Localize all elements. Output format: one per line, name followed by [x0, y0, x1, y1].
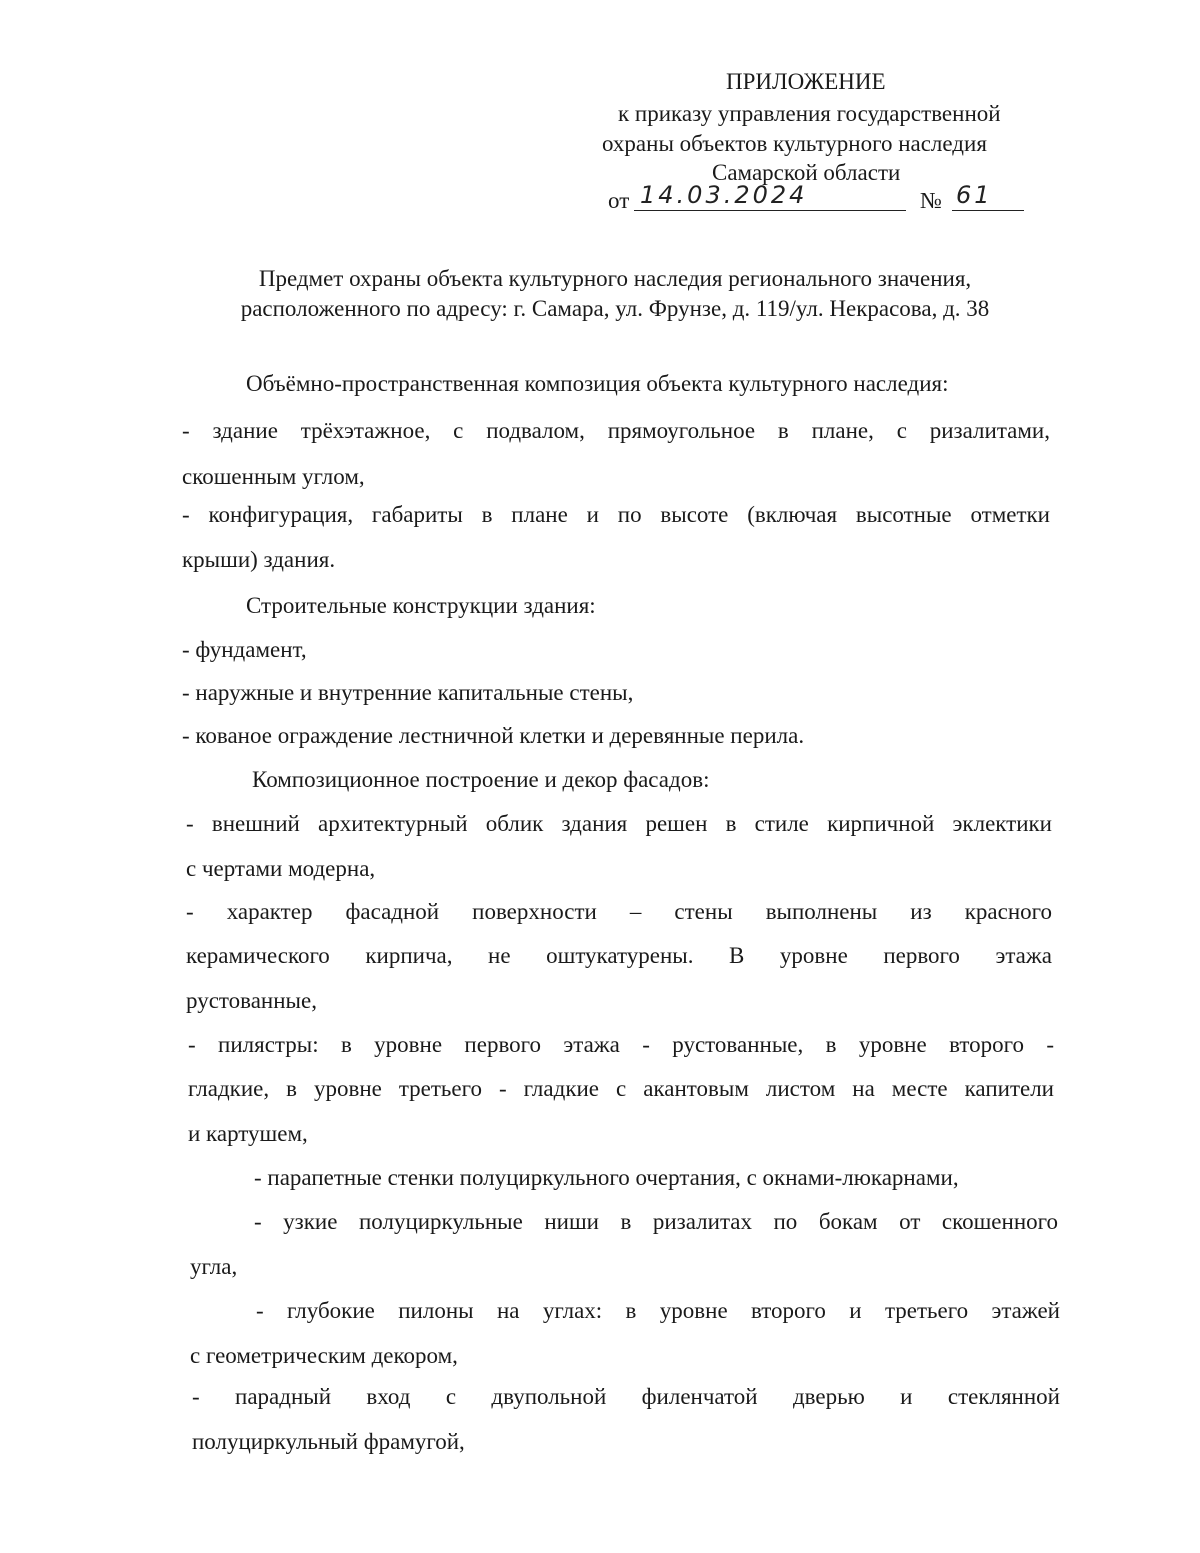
body-line: - здание трёхэтажное, с подвалом, прямоугольное в плане, с ризалитами, [182, 418, 1050, 443]
section-heading-composition: Объёмно-пространственная композиция объекта культурного наследия: [246, 371, 949, 396]
section-heading-facades: Композиционное построение и декор фасадов: [252, 767, 710, 792]
header-line-3: Самарской области [712, 160, 901, 185]
number-prefix: № [920, 188, 942, 213]
body-line: рустованные, [186, 988, 317, 1013]
number-underline [952, 210, 1024, 211]
body-line: - пилястры: в уровне первого этажа - рустованные, в уровне второго - [188, 1032, 1054, 1057]
body-line: - глубокие пилоны на углах: в уровне второго и третьего этажей [256, 1298, 1060, 1323]
date-prefix: от [608, 188, 630, 213]
section-heading-structures: Строительные конструкции здания: [246, 593, 596, 618]
header-line-2: охраны объектов культурного наследия [602, 131, 987, 156]
body-line: - внешний архитектурный облик здания решен в стиле кирпичной эклектики [186, 811, 1052, 836]
body-line: полуциркульный фрамугой, [192, 1429, 465, 1454]
body-line: с чертами модерна, [186, 856, 376, 881]
body-line: - фундамент, [182, 637, 307, 662]
body-line: крыши) здания. [182, 547, 336, 572]
body-line: - парапетные стенки полуциркульного очертания, с окнами-люкарнами, [254, 1165, 959, 1190]
body-line: керамического кирпича, не оштукатурены. В уровне первого этажа [186, 943, 1052, 968]
body-line: - парадный вход с двупольной филенчатой дверью и стеклянной [192, 1384, 1060, 1409]
body-line: гладкие, в уровне третьего - гладкие с акантовым листом на месте капители [188, 1076, 1054, 1101]
body-line: с геометрическим декором, [190, 1343, 458, 1368]
body-line: и картушем, [188, 1121, 308, 1146]
body-line: - характер фасадной поверхности – стены выполнены из красного [186, 899, 1052, 924]
body-line: - кованое ограждение лестничной клетки и деревянные перила. [182, 723, 805, 748]
body-line: угла, [190, 1254, 238, 1279]
header-line-1: к приказу управления государственной [618, 101, 1001, 126]
date-underline [634, 210, 906, 211]
body-line: - узкие полуциркульные ниши в ризалитах по бокам от скошенного [254, 1209, 1058, 1234]
number-value-handwritten: 61 [956, 181, 993, 209]
body-line: - наружные и внутренние капитальные стены, [182, 680, 634, 705]
document-title-line-2: расположенного по адресу: г. Самара, ул. Фрунзе, д. 119/ул. Некрасова, д. 38 [240, 296, 990, 321]
appendix-title: ПРИЛОЖЕНИЕ [726, 69, 886, 94]
document-title-line-1: Предмет охраны объекта культурного наследия регионального значения, [258, 266, 972, 291]
body-line: скошенным углом, [182, 464, 365, 489]
body-line: - конфигурация, габариты в плане и по высоте (включая высотные отметки [182, 502, 1050, 527]
date-value-handwritten: 14.03.2024 [640, 181, 808, 209]
